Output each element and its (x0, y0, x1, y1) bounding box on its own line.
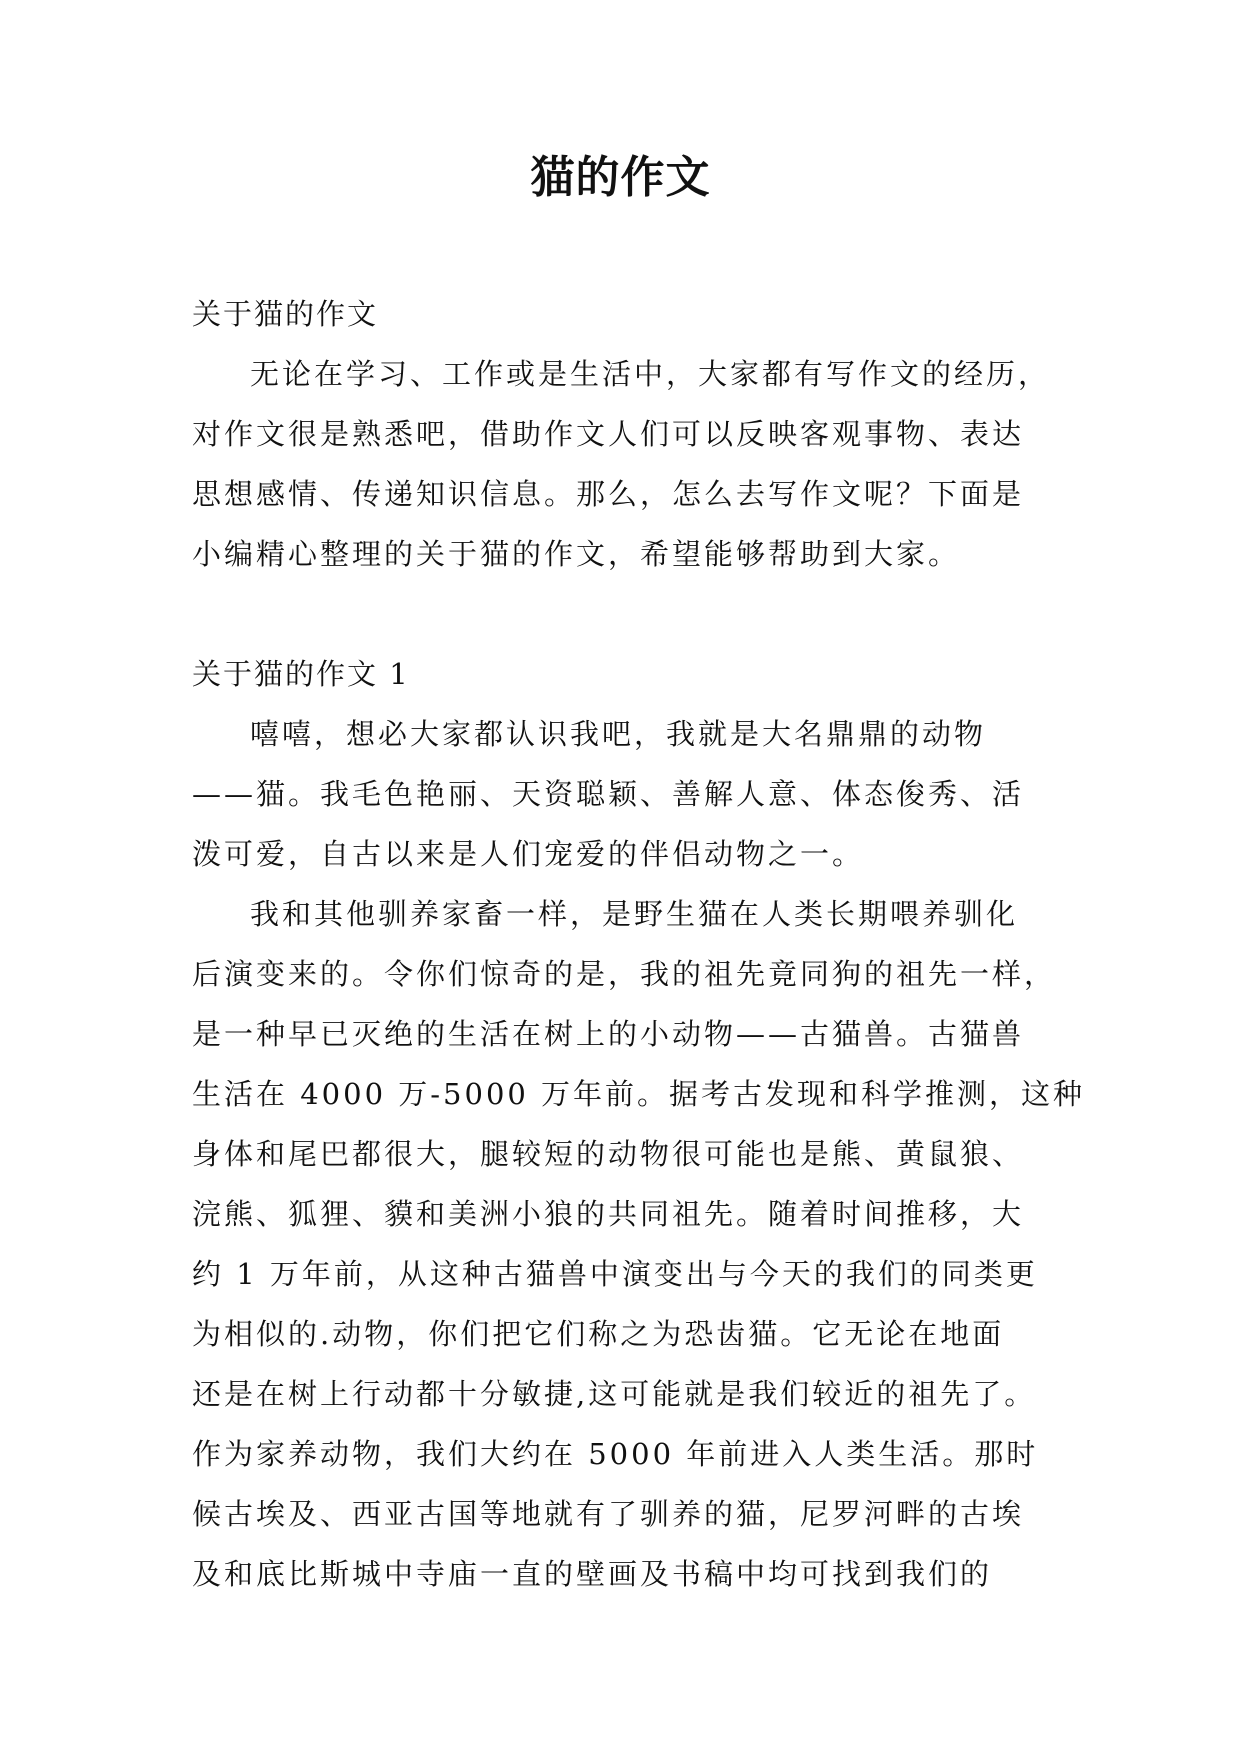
paragraph-1 (192, 704, 1052, 884)
paragraph-line: 后演变来的。令你们惊奇的是，我的祖先竟同狗的祖先一样， (192, 957, 1057, 991)
paragraph-line: 浣熊、狐狸、貘和美洲小狼的共同祖先。随着时间推移，大 (192, 1197, 1025, 1231)
paragraph-line: 身体和尾巴都很大，腿较短的动物很可能也是熊、黄鼠狼、 (192, 1137, 1025, 1171)
paragraph-line: 为相似的.动物，你们把它们称之为恐齿猫。它无论在地面 (192, 1317, 1005, 1351)
paragraph-line: 约 1 万年前，从这种古猫兽中演变出与今天的我们的同类更 (192, 1257, 1038, 1291)
paragraph-line: 我和其他驯养家畜一样，是野生猫在人类长期喂养驯化 (250, 897, 1019, 931)
section-heading: 关于猫的作文 1 (192, 657, 410, 691)
document-title: 猫的作文 (530, 152, 711, 203)
intro-line: 无论在学习、工作或是生活中，大家都有写作文的经历， (250, 357, 1051, 391)
paragraph-2 (192, 884, 1086, 1604)
paragraph-line: 生活在 4000 万-5000 万年前。据考古发现和科学推测，这种 (192, 1077, 1086, 1111)
document-body (192, 284, 1086, 1604)
paragraph-line: 作为家养动物，我们大约在 5000 年前进入人类生活。那时 (192, 1437, 1039, 1471)
paragraph-line: 嘻嘻，想必大家都认识我吧，我就是大名鼎鼎的动物 (250, 717, 987, 751)
intro-heading: 关于猫的作文 (192, 297, 379, 331)
intro-paragraph (192, 344, 1052, 584)
intro-line: 小编精心整理的关于猫的作文，希望能够帮助到大家。 (192, 537, 961, 571)
paragraph-line: 泼可爱，自古以来是人们宠爱的伴侣动物之一。 (192, 837, 865, 871)
intro-line: 思想感情、传递知识信息。那么，怎么去写作文呢？下面是 (192, 477, 1025, 511)
paragraph-line: ——猫。我毛色艳丽、天资聪颖、善解人意、体态俊秀、活 (192, 777, 1025, 811)
paragraph-line: 及和底比斯城中寺庙一直的壁画及书稿中均可找到我们的 (192, 1557, 993, 1591)
paragraph-line: 还是在树上行动都十分敏捷,这可能就是我们较近的祖先了。 (192, 1377, 1037, 1411)
paragraph-line: 候古埃及、西亚古国等地就有了驯养的猫，尼罗河畔的古埃 (192, 1497, 1025, 1531)
intro-line: 对作文很是熟悉吧，借助作文人们可以反映客观事物、表达 (192, 417, 1025, 451)
paragraph-line: 是一种早已灭绝的生活在树上的小动物——古猫兽。古猫兽 (192, 1017, 1025, 1051)
